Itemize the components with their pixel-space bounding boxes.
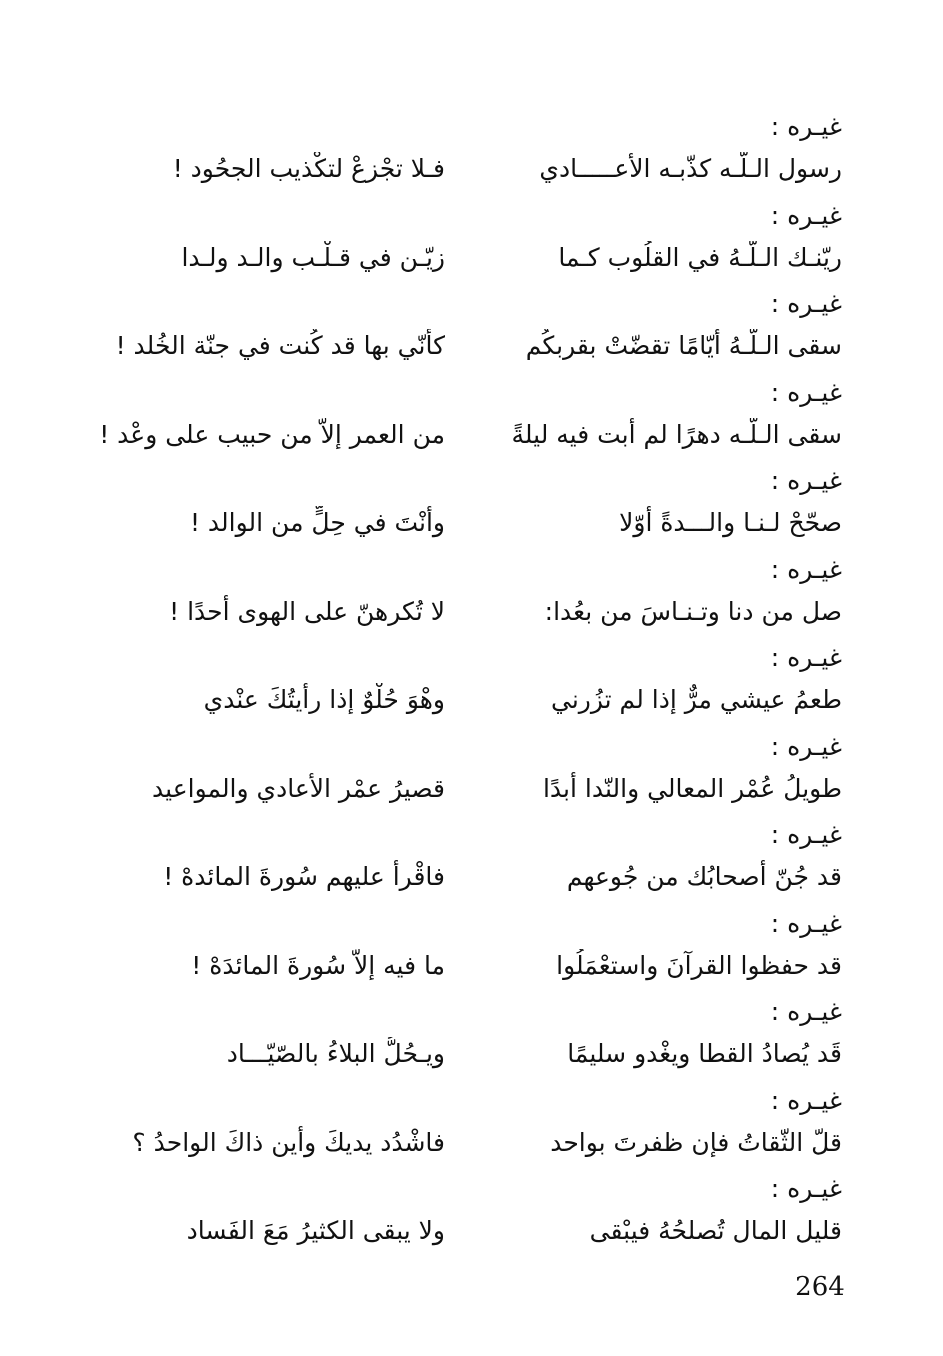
page-number: 264 bbox=[795, 1272, 845, 1302]
second-hemistich: من العمر إلاّ من حبيب على وعْد ! bbox=[99, 419, 445, 449]
poem-block bbox=[80, 997, 850, 1085]
second-hemistich: لا تُكرهنّ على الهوى أحدًا ! bbox=[169, 596, 445, 626]
poem-label: غيـره : bbox=[770, 731, 842, 761]
second-hemistich: قصيرُ عمْر الأعادي والمواعيد bbox=[152, 773, 445, 803]
second-hemistich: ويـحُلُّ البلاءُ بالصّيّـــاد bbox=[226, 1039, 445, 1068]
first-hemistich: قلّ الثّقاتُ فإن ظفرتَ بواحد bbox=[550, 1127, 842, 1157]
first-hemistich: قد جُنّ أصحابُك من جُوعهم bbox=[566, 862, 842, 891]
first-hemistich: طعمُ عيشي مرٌّ إذا لم تزُرني bbox=[550, 685, 842, 714]
poem-block bbox=[80, 643, 850, 731]
first-hemistich: قد حفظوا القرآنَ واستعْمَلُوا bbox=[556, 950, 842, 980]
poem-block bbox=[80, 112, 850, 200]
poem-label: غيـره : bbox=[770, 200, 842, 230]
poem-block bbox=[80, 1086, 850, 1174]
poem-label: غيـره : bbox=[770, 466, 842, 495]
first-hemistich: طويلُ عُمْر المعالي والنّدا أبدًا bbox=[542, 773, 842, 803]
first-hemistich: سقى الـلّـهُ أيّامًا تقضّتْ بقربكُم bbox=[525, 331, 842, 360]
second-hemistich: فاشْدُد يديكَ وأين ذاكَ الواحدُ ؟ bbox=[132, 1127, 445, 1157]
poem-label: غيـره : bbox=[770, 1085, 842, 1115]
first-hemistich: صل من دنا وتـنـاسَ من بعُدا: bbox=[544, 596, 842, 626]
poem-block bbox=[80, 201, 850, 289]
second-hemistich: فـلا تجْزعْ لتكْذيب الجحُود ! bbox=[172, 154, 445, 183]
first-hemistich: صحّحْ لـنـا والـــدةً أوّلا bbox=[619, 508, 842, 537]
poem-label: غيـره : bbox=[770, 820, 842, 849]
poem-label: غيـره : bbox=[770, 643, 842, 672]
first-hemistich: سقى الـلّـه دهرًا لم أبت فيه ليلةً bbox=[511, 419, 842, 449]
poem-label: غيـره : bbox=[770, 289, 842, 318]
first-hemistich: رسول الـلّـه كذّبـه الأعـــــادي bbox=[539, 154, 842, 183]
poem-label: غيـره : bbox=[770, 554, 842, 584]
poem-label: غيـره : bbox=[770, 112, 842, 141]
poem-label: غيـره : bbox=[770, 997, 842, 1026]
poem-block bbox=[80, 378, 850, 466]
poem-label: غيـره : bbox=[770, 1174, 842, 1203]
second-hemistich: وهْوَ حُلْوٌ إذا رأيتُكَ عنْدي bbox=[203, 685, 445, 714]
second-hemistich: كأنّي بها قد كُنت في جنّة الخُلد ! bbox=[115, 331, 445, 360]
second-hemistich: وأنْتَ في حِلٍّ من الوالد ! bbox=[189, 508, 445, 537]
poem-block bbox=[80, 289, 850, 377]
poem-block bbox=[80, 820, 850, 908]
second-hemistich: ولا يبقى الكثيرُ مَعَ الفَساد bbox=[186, 1216, 445, 1245]
poem-block bbox=[80, 466, 850, 554]
second-hemistich: فاقْرأ عليهم سُورةَ المائدهْ ! bbox=[163, 862, 445, 891]
poem-label: غيـره : bbox=[770, 908, 842, 938]
first-hemistich: قليل المال تُصلحُهُ فيبْقى bbox=[589, 1216, 842, 1245]
second-hemistich: ما فيه إلاّ سُورةَ المائدَهْ ! bbox=[191, 950, 445, 980]
poem-block bbox=[80, 555, 850, 643]
second-hemistich: زيّـن في قـلْـب والـد ولـدا bbox=[181, 242, 445, 272]
first-hemistich: قَد يُصادُ القطا ويغْدو سليمًا bbox=[567, 1039, 842, 1068]
poem-block bbox=[80, 732, 850, 820]
poem-label: غيـره : bbox=[770, 377, 842, 407]
first-hemistich: ريّنـك الـلّـهُ في القلُوب كـما bbox=[558, 242, 842, 272]
poem-block bbox=[80, 909, 850, 997]
poem-block bbox=[80, 1174, 850, 1262]
